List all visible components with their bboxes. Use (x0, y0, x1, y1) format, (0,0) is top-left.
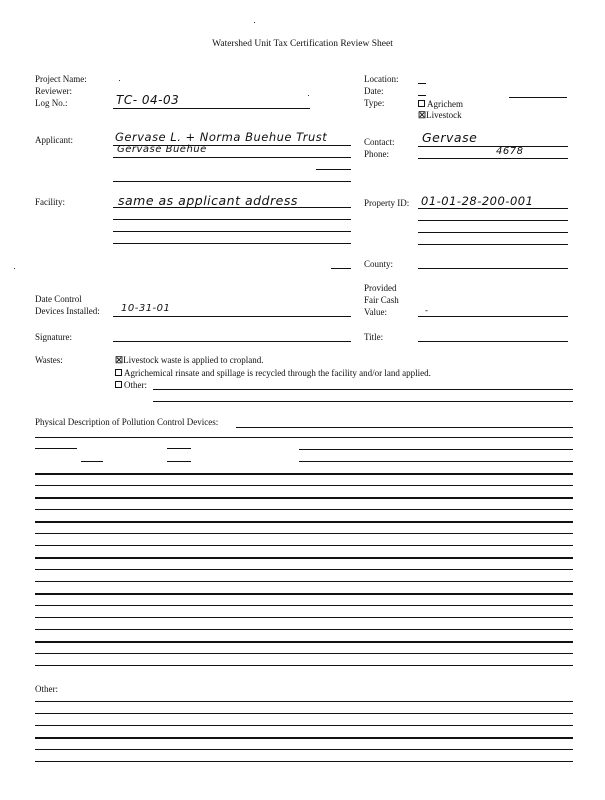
county-field-line (418, 268, 568, 269)
date-field-line (418, 95, 426, 96)
phys-desc-line (35, 581, 573, 582)
phys-desc-segment (81, 461, 103, 462)
date-installed-value[interactable]: 10-31-01 (121, 303, 171, 314)
waste-other-label: Other: (124, 380, 147, 390)
waste-other-checkbox[interactable] (115, 381, 122, 388)
property-id-line-2 (418, 220, 568, 221)
log-no-label: Log No.: (35, 98, 68, 108)
physical-description-heading: Physical Description of Pollution Control Devices: (35, 417, 219, 427)
type-label: Type: (364, 98, 385, 108)
phys-desc-line (35, 533, 573, 534)
fair-cash-value[interactable]: - (425, 305, 428, 315)
devices-installed-label: Devices Installed: (35, 306, 100, 316)
phys-desc-line (35, 497, 573, 499)
project-name-label: Project Name: (35, 74, 87, 84)
waste-other-line-2 (153, 401, 573, 402)
other-line (35, 737, 573, 739)
property-id-line-4 (418, 244, 568, 245)
type-extra-line (509, 97, 567, 98)
waste-livestock-checkbox-checked[interactable]: ☒ (115, 355, 124, 365)
title-field-line (418, 341, 568, 342)
waste-livestock-text: Livestock waste is applied to cropland. (123, 355, 264, 365)
phone-field-line (418, 158, 568, 159)
phys-desc-segment (35, 448, 77, 449)
date-control-label: Date Control (35, 294, 82, 304)
fair-cash-field-line (418, 316, 568, 317)
agrichem-label: Agrichem (427, 99, 463, 109)
contact-value[interactable]: Gervase (422, 130, 478, 145)
other-line (35, 725, 573, 726)
waste-option-livestock[interactable] (115, 355, 264, 365)
applicant-line-4 (113, 181, 351, 182)
applicant-value-line2[interactable]: Gervase Buehue (117, 144, 207, 155)
scan-speck (119, 80, 120, 81)
phys-desc-line (35, 629, 573, 630)
applicant-value-line1[interactable]: Gervase L. + Norma Buehue Trust (115, 130, 328, 144)
waste-agrichemical-checkbox[interactable] (115, 369, 122, 376)
other-line (35, 761, 573, 762)
contact-field-line (418, 146, 568, 147)
other-line (35, 749, 573, 750)
phys-desc-segment (167, 461, 191, 462)
scan-speck (14, 268, 15, 269)
signature-line (113, 341, 351, 342)
phys-desc-line (35, 593, 573, 595)
phys-desc-line (35, 521, 573, 523)
type-option-livestock[interactable] (418, 110, 462, 120)
signature-label: Signature: (35, 332, 72, 342)
phys-desc-line-top (236, 427, 573, 428)
applicant-line-3 (316, 169, 351, 170)
date-installed-line (113, 316, 351, 317)
scan-speck (308, 95, 309, 96)
waste-option-agrichemical[interactable] (115, 368, 431, 378)
reviewer-label: Reviewer: (35, 86, 72, 96)
date-label: Date: (364, 86, 384, 96)
phys-desc-line (35, 437, 573, 438)
other-line (35, 701, 573, 702)
contact-label: Contact: (364, 137, 395, 147)
title-label: Title: (364, 332, 384, 342)
other-heading: Other: (35, 684, 58, 694)
provided-label: Provided (364, 283, 397, 293)
facility-label: Facility: (35, 197, 65, 207)
facility-line-4 (113, 243, 351, 244)
applicant-line-2 (113, 157, 351, 158)
applicant-label: Applicant: (35, 135, 73, 145)
phone-value[interactable]: 4678 (496, 146, 524, 157)
location-field-line (418, 83, 426, 84)
phys-desc-line (35, 545, 573, 546)
scan-speck (254, 22, 255, 23)
facility-line-2 (113, 219, 351, 220)
page-title: Watershed Unit Tax Certification Review Sheet (212, 39, 393, 49)
log-no-field-line (113, 108, 310, 109)
facility-line-3 (113, 231, 351, 232)
county-label: County: (364, 259, 394, 269)
phys-desc-line (299, 461, 573, 462)
phys-desc-line (35, 569, 573, 570)
property-id-value[interactable]: 01-01-28-200-001 (421, 194, 534, 208)
facility-value[interactable]: same as applicant address (118, 193, 298, 208)
property-id-label: Property ID: (364, 198, 410, 208)
livestock-checkbox-checked[interactable]: ☒ (418, 110, 427, 120)
other-line (35, 713, 573, 714)
waste-option-other[interactable] (115, 380, 147, 390)
phys-desc-line (35, 617, 573, 618)
phys-desc-line (35, 509, 573, 510)
type-option-agrichem[interactable] (418, 99, 463, 109)
property-id-line-1 (418, 208, 568, 209)
phone-label: Phone: (364, 149, 390, 159)
phys-desc-line (35, 473, 573, 475)
phys-desc-line (35, 653, 573, 654)
property-id-line-3 (418, 232, 568, 233)
phys-desc-line (35, 665, 573, 666)
waste-other-line-1 (153, 389, 573, 390)
waste-agrichemical-text: Agrichemical rinsate and spillage is recycled through the facility and/or land applied. (124, 368, 431, 378)
fair-cash-label: Fair Cash (364, 295, 399, 305)
facility-line-5 (331, 268, 351, 269)
phys-desc-line (35, 605, 573, 606)
wastes-label: Wastes: (35, 355, 63, 365)
phys-desc-line (299, 449, 573, 450)
phys-desc-segment (167, 448, 191, 449)
livestock-label: Livestock (426, 110, 462, 120)
phys-desc-line (35, 485, 573, 486)
facility-line-1 (113, 207, 351, 208)
agrichem-checkbox[interactable] (418, 100, 425, 107)
phys-desc-line (35, 641, 573, 643)
phys-desc-line (35, 557, 573, 559)
location-label: Location: (364, 74, 399, 84)
value-label: Value: (364, 307, 387, 317)
log-no-value[interactable]: TC- 04-03 (116, 93, 180, 107)
